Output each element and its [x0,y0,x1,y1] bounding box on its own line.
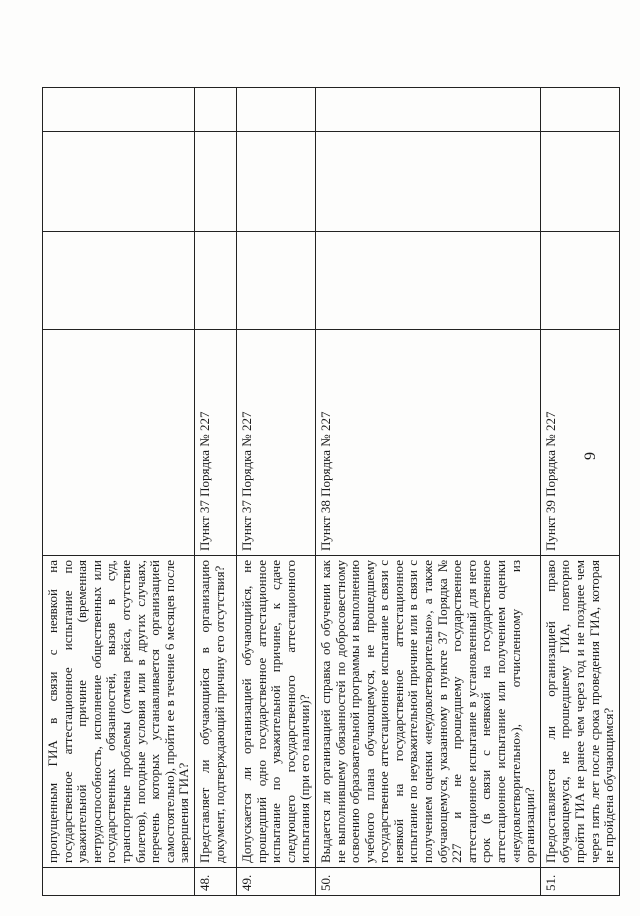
question-text-content: Предоставляется ли организацией право обучающемуся, не прошедшему ГИА, повторно пройти ГИА не ранее чем через год и не позднее чем через пять лет после срока проведения ГИА, которая не пройдена обучающимся? [542,560,617,863]
answer-cell [194,132,236,232]
row-number: 49. [236,868,315,896]
legal-reference: Пункт 37 Порядка № 227 [236,330,315,556]
question-text-content: Допускается ли организацией обучающийся, не прошедший одно государственное аттестационное испытание по уважительной причине, к сдаче следующего государственного аттестационного испытания (при его наличии)? [238,560,313,863]
answer-cell [315,232,540,330]
answer-cell [236,132,315,232]
answer-cell [236,88,315,132]
table-row [315,88,540,896]
table-row [540,88,619,896]
row-number [43,868,195,896]
answer-cell [194,232,236,330]
legal-reference: Пункт 38 Порядка № 227 [315,330,540,556]
answer-cell [43,88,195,132]
question-text [43,556,195,868]
page-number: 9 [582,452,599,460]
row-number: 48. [194,868,236,896]
question-text-content: Выдается ли организацией справка об обучении как не выполнившему обязанностей по добросовестному освоению образовательной программы и выполнению учебного плана обучающемуся, не прошедшему государственное аттестационное испытание в связи с неявкой на государственное аттестационное испытание по неуважительной причине или в связи с получением оценки «неудовлетворительно», а также обучающемуся, указанному в пункте 37 Порядка № 227 и не прошедшему государственное аттестационное испытание в установленный для него срок (в связи с неявкой на государственное аттестационное испытание или получением оценки «неудовлетворительно»), отчисленному из организации? [317,560,538,863]
question-text [315,556,540,868]
legal-reference: Пункт 37 Порядка № 227 [194,330,236,556]
answer-cell [43,232,195,330]
answer-cell [540,232,619,330]
question-text-content: Представляет ли обучающийся в организацию документ, подтверждающий причину его отсутствия? [196,560,227,863]
checklist-table [42,87,620,896]
row-number: 50. [315,868,540,896]
table-row [43,88,195,896]
answer-cell [236,232,315,330]
question-text [194,556,236,868]
answer-cell [194,88,236,132]
legal-reference: Пункт 39 Порядка № 227 [540,330,619,556]
question-text [236,556,315,868]
answer-cell [315,132,540,232]
answer-cell [540,132,619,232]
question-text-content: пропущенным ГИА в связи с неявкой на государственное аттестационное испытание по уважительной причине (временная нетрудоспособность, исполнение общественных или государственных обязанностей, вызов в суд, транспортные проблемы (отмена рейса, отсутствие билетов), погодные условия или в других случаях, перечень которых устанавливается организацией самостоятельно), пройти ее в течение 6 месяцев после завершения ГИА? [45,560,192,863]
question-text [540,556,619,868]
answer-cell [43,132,195,232]
rotated-document [42,46,620,916]
table-row [194,88,236,896]
legal-reference [43,330,195,556]
table-row [236,88,315,896]
answer-cell [315,88,540,132]
row-number: 51. [540,868,619,896]
answer-cell [540,88,619,132]
